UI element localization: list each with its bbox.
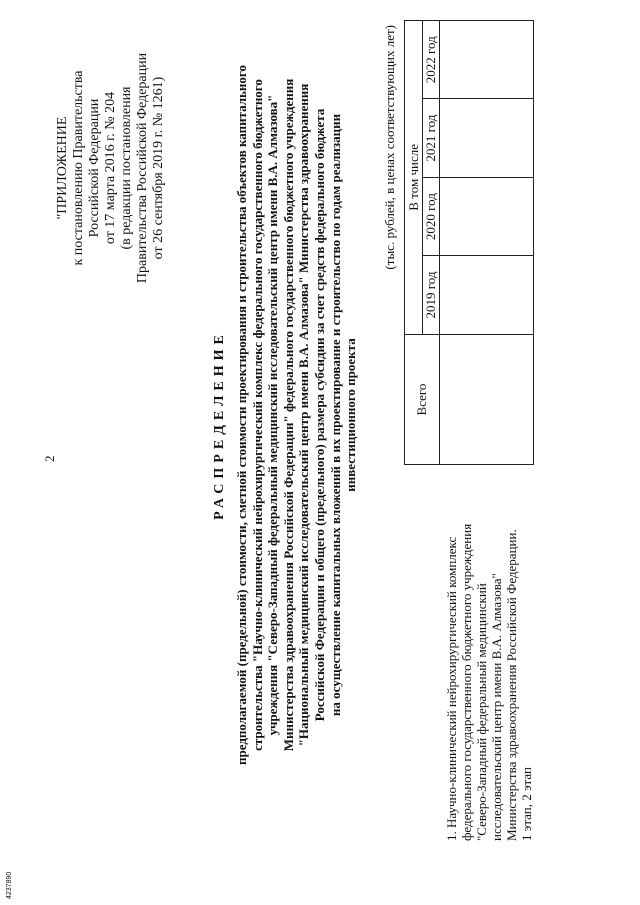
subtitle-line: предполагаемой (предельной) стоимости, сметной стоимости проектирования и строительства объектов капитального xyxy=(234,65,249,765)
table-header-row xyxy=(405,21,423,846)
appendix-line: от 17 марта 2016 г. № 204 xyxy=(103,91,118,245)
appendix-line: к постановлению Правительства xyxy=(71,70,86,266)
appendix-line: (в редакции постановления xyxy=(119,86,134,250)
subtitle-line: на осуществление капитальных вложений в их проектирование и строительство по годам реализации xyxy=(327,113,343,717)
document-title: РАСПРЕДЕЛЕНИЕ xyxy=(212,330,227,520)
document-subtitle xyxy=(234,25,359,805)
table-header-year: 2020 год xyxy=(423,177,440,255)
table-cell xyxy=(440,256,534,334)
row-label-line: 1 этап, 2 этап xyxy=(518,767,534,841)
subtitle-line: "Национальный медицинский исследовательский центр имени В.А. Алмазова" Министерства здравоохранения xyxy=(296,83,312,747)
subtitle-line: учреждения "Северо-Западный федеральный медицинский исследовательский центр имени В.А. Алмазова" xyxy=(265,94,281,736)
table-header-year: 2022 год xyxy=(423,21,440,99)
subtitle-line: строительства "Научно-клинический нейрохирургический комплекс федерального государственного бюджетного xyxy=(249,79,265,751)
subtitle-line: Российской Федерации и общего (предельного) размера субсидии за счет средств федерального бюджета xyxy=(311,108,327,722)
table-header-group: В том числе xyxy=(405,21,423,335)
subtitle-line: Министерства здравоохранения Российской Федерации" федерального государственного бюджетного учреждения xyxy=(280,78,296,752)
table-header-year: 2019 год xyxy=(423,256,440,334)
row-label-line: 1. Научно-клинический нейрохирургический комплекс xyxy=(443,536,459,841)
units-note: (тыс. рублей, в ценах соответствующих лет) xyxy=(382,25,397,270)
table-row xyxy=(440,21,534,846)
appendix-line: от 26 сентября 2019 г. № 1261) xyxy=(151,76,166,260)
appendix-line: "ПРИЛОЖЕНИЕ xyxy=(55,116,70,220)
document-id: 4237890 xyxy=(6,871,13,899)
appendix-header xyxy=(55,43,167,293)
table-header-total: Всего xyxy=(405,334,440,465)
subtitle-line: инвестиционного проекта xyxy=(343,338,359,492)
table-header-year: 2021 год xyxy=(423,99,440,177)
row-label-line: Министерства здравоохранения Российской Федерации. xyxy=(503,529,519,841)
table-cell xyxy=(440,334,534,465)
table-cell xyxy=(440,177,534,255)
row-label xyxy=(440,465,534,845)
row-label-line: "Северо-Западный федеральный медицинский xyxy=(473,583,489,841)
page-number: 2 xyxy=(42,455,57,462)
table-cell xyxy=(440,99,534,177)
table-header-blank xyxy=(405,465,440,845)
row-label-line: исследовательский центр имени В.А. Алмазова" xyxy=(488,573,504,841)
distribution-table xyxy=(404,20,534,845)
table-cell xyxy=(440,21,534,99)
row-label-line: федерального государственного бюджетного учреждения xyxy=(458,523,474,841)
appendix-line: Правительства Российской Федерации xyxy=(135,52,150,284)
appendix-line: Российской Федерации xyxy=(87,98,102,238)
